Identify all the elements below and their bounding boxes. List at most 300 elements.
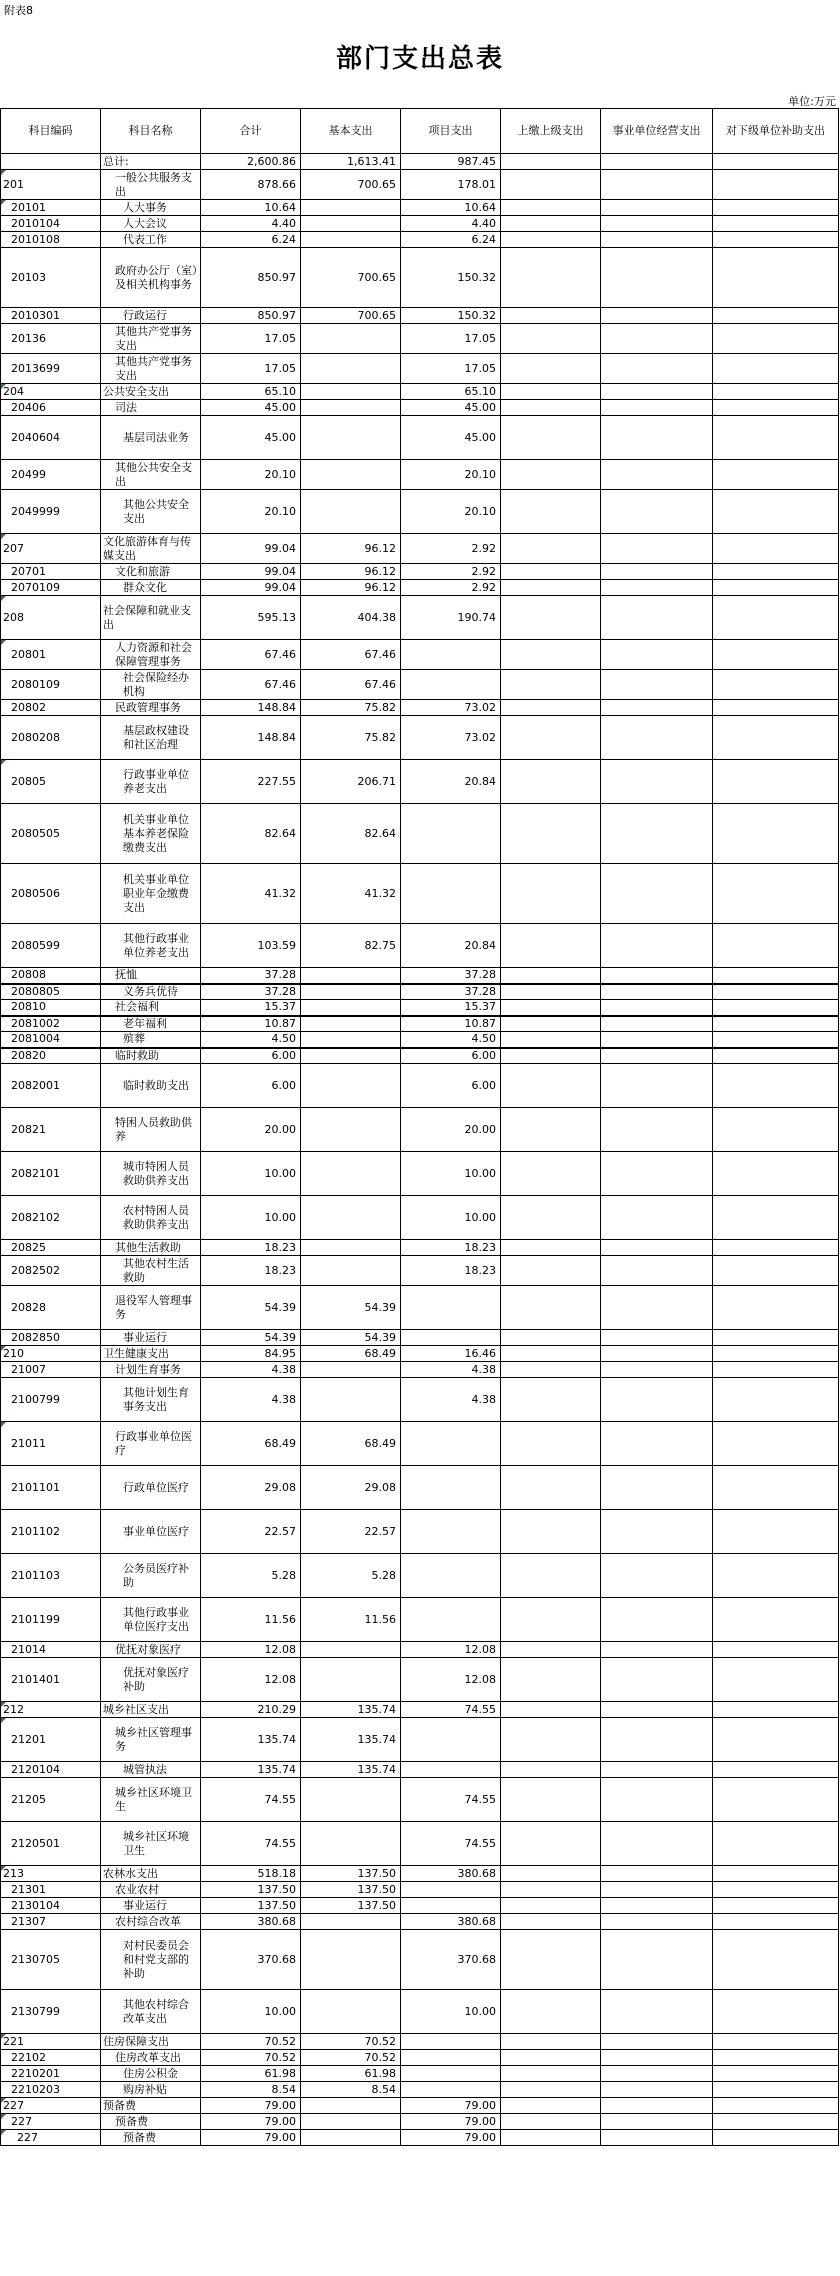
cell-project: 10.87: [401, 1016, 501, 1032]
cell-basic: 1,613.41: [301, 154, 401, 170]
cell-subsidy: [713, 1762, 839, 1778]
table-row: [1, 1346, 839, 1362]
cell-name: 住房公积金: [101, 2066, 201, 2082]
cell-subsidy: [713, 596, 839, 640]
cell-total: 4.38: [201, 1362, 301, 1378]
cell-code: 21307: [1, 1914, 101, 1930]
cell-remit: [501, 1866, 601, 1882]
cell-project: 987.45: [401, 154, 501, 170]
cell-subsidy: [713, 1898, 839, 1914]
cell-remit: [501, 1152, 601, 1196]
cell-operating: [601, 670, 713, 700]
table-row: [1, 1990, 839, 2034]
cell-basic: 70.52: [301, 2034, 401, 2050]
cell-name: 群众文化: [101, 580, 201, 596]
cell-project: 37.28: [401, 968, 501, 984]
cell-remit: [501, 1718, 601, 1762]
cell-operating: [601, 2082, 713, 2098]
cell-name: 事业运行: [101, 1330, 201, 1346]
cell-subsidy: [713, 1914, 839, 1930]
table-row: [1, 2082, 839, 2098]
cell-name: 行政事业单位养老支出: [101, 760, 201, 804]
cell-total: 4.50: [201, 1032, 301, 1048]
cell-project: 4.40: [401, 216, 501, 232]
cell-code: 2040604: [1, 416, 101, 460]
cell-code: 2080109: [1, 670, 101, 700]
cell-remit: [501, 640, 601, 670]
cell-operating: [601, 596, 713, 640]
cell-project: 10.00: [401, 1990, 501, 2034]
cell-basic: [301, 354, 401, 384]
cell-basic: 82.75: [301, 924, 401, 968]
cell-name: 总计:: [101, 154, 201, 170]
cell-name: 一般公共服务支出: [101, 170, 201, 200]
cell-remit: [501, 1032, 601, 1048]
cell-subsidy: [713, 308, 839, 324]
table-row: [1, 354, 839, 384]
table-row: [1, 924, 839, 968]
cell-basic: [301, 490, 401, 534]
cell-project: 380.68: [401, 1914, 501, 1930]
cell-code: 2210201: [1, 2066, 101, 2082]
cell-operating: [601, 400, 713, 416]
cell-name: 公共安全支出: [101, 384, 201, 400]
cell-project: 74.55: [401, 1702, 501, 1718]
cell-name: 城乡社区环境卫生: [101, 1778, 201, 1822]
cell-name: 殡葬: [101, 1032, 201, 1048]
cell-total: 135.74: [201, 1718, 301, 1762]
cell-operating: [601, 1762, 713, 1778]
cell-operating: [601, 1362, 713, 1378]
cell-code: 207: [1, 534, 101, 564]
cell-total: 68.49: [201, 1422, 301, 1466]
cell-operating: [601, 1466, 713, 1510]
cell-project: 45.00: [401, 400, 501, 416]
col-header-remit: 上缴上级支出: [501, 109, 601, 154]
table-body: [1, 154, 839, 2146]
cell-code: 2210203: [1, 2082, 101, 2098]
cell-basic: [301, 232, 401, 248]
col-header-basic: 基本支出: [301, 109, 401, 154]
cell-total: 37.28: [201, 968, 301, 984]
cell-subsidy: [713, 200, 839, 216]
cell-remit: [501, 1240, 601, 1256]
cell-total: 10.00: [201, 1152, 301, 1196]
cell-subsidy: [713, 716, 839, 760]
cell-basic: [301, 1256, 401, 1286]
cell-subsidy: [713, 670, 839, 700]
cell-project: [401, 2066, 501, 2082]
table-row: [1, 1642, 839, 1658]
cell-code: 20103: [1, 248, 101, 308]
cell-total: 10.00: [201, 1196, 301, 1240]
cell-code: 20820: [1, 1048, 101, 1064]
cell-project: [401, 1762, 501, 1778]
cell-subsidy: [713, 1064, 839, 1108]
cell-name: 抚恤: [101, 968, 201, 984]
cell-remit: [501, 1048, 601, 1064]
table-row: [1, 804, 839, 864]
cell-basic: 96.12: [301, 580, 401, 596]
cell-subsidy: [713, 564, 839, 580]
cell-total: 380.68: [201, 1914, 301, 1930]
cell-name: 住房改革支出: [101, 2050, 201, 2066]
cell-code: 21201: [1, 1718, 101, 1762]
cell-code: 20810: [1, 1000, 101, 1016]
table-row: [1, 384, 839, 400]
cell-total: 37.28: [201, 984, 301, 1000]
cell-operating: [601, 1554, 713, 1598]
cell-subsidy: [713, 384, 839, 400]
cell-basic: 137.50: [301, 1882, 401, 1898]
cell-total: 11.56: [201, 1598, 301, 1642]
table-row: [1, 1108, 839, 1152]
cell-subsidy: [713, 1330, 839, 1346]
cell-project: [401, 1466, 501, 1510]
cell-remit: [501, 924, 601, 968]
cell-total: 6.00: [201, 1048, 301, 1064]
cell-subsidy: [713, 2050, 839, 2066]
cell-subsidy: [713, 1196, 839, 1240]
cell-code: 2010301: [1, 308, 101, 324]
table-row: [1, 2066, 839, 2082]
table-row: [1, 1422, 839, 1466]
cell-remit: [501, 354, 601, 384]
cell-project: 20.00: [401, 1108, 501, 1152]
cell-operating: [601, 384, 713, 400]
cell-operating: [601, 1196, 713, 1240]
cell-code: 2080599: [1, 924, 101, 968]
cell-code: 2013699: [1, 354, 101, 384]
col-header-name: 科目名称: [101, 109, 201, 154]
cell-operating: [601, 1346, 713, 1362]
cell-name: 社会保险经办机构: [101, 670, 201, 700]
cell-code: 2080505: [1, 804, 101, 864]
cell-total: 370.68: [201, 1930, 301, 1990]
cell-total: 2,600.86: [201, 154, 301, 170]
cell-name: 机关事业单位基本养老保险缴费支出: [101, 804, 201, 864]
cell-name: 其他共产党事务支出: [101, 324, 201, 354]
cell-subsidy: [713, 1240, 839, 1256]
cell-name: 特困人员救助供养: [101, 1108, 201, 1152]
cell-name: 机关事业单位职业年金缴费支出: [101, 864, 201, 924]
cell-remit: [501, 1108, 601, 1152]
cell-code: 2080805: [1, 984, 101, 1000]
cell-code: 2100799: [1, 1378, 101, 1422]
cell-code: 20802: [1, 700, 101, 716]
cell-basic: 61.98: [301, 2066, 401, 2082]
cell-operating: [601, 1930, 713, 1990]
cell-name: 住房保障支出: [101, 2034, 201, 2050]
cell-basic: 54.39: [301, 1330, 401, 1346]
table-row: [1, 1286, 839, 1330]
cell-code: 2082502: [1, 1256, 101, 1286]
header-row: [1, 109, 839, 154]
table-row: [1, 2114, 839, 2130]
cell-name: 基层司法业务: [101, 416, 201, 460]
cell-name: 退役军人管理事务: [101, 1286, 201, 1330]
cell-remit: [501, 580, 601, 596]
table-row: [1, 864, 839, 924]
cell-code: 21301: [1, 1882, 101, 1898]
cell-basic: [301, 2114, 401, 2130]
cell-basic: 135.74: [301, 1702, 401, 1718]
table-row: [1, 968, 839, 984]
cell-code: 227: [1, 2130, 101, 2146]
table-row: [1, 1064, 839, 1108]
cell-name: 人力资源和社会保障管理事务: [101, 640, 201, 670]
cell-basic: 22.57: [301, 1510, 401, 1554]
cell-operating: [601, 1152, 713, 1196]
cell-total: 18.23: [201, 1240, 301, 1256]
cell-project: 79.00: [401, 2098, 501, 2114]
cell-code: 2130705: [1, 1930, 101, 1990]
cell-subsidy: [713, 490, 839, 534]
cell-subsidy: [713, 1642, 839, 1658]
cell-subsidy: [713, 2130, 839, 2146]
cell-code: 221: [1, 2034, 101, 2050]
cell-project: 10.64: [401, 200, 501, 216]
cell-name: 义务兵优待: [101, 984, 201, 1000]
cell-operating: [601, 1914, 713, 1930]
table-row: [1, 416, 839, 460]
cell-basic: 5.28: [301, 1554, 401, 1598]
cell-total: 878.66: [201, 170, 301, 200]
cell-basic: [301, 200, 401, 216]
cell-operating: [601, 1064, 713, 1108]
cell-project: 150.32: [401, 248, 501, 308]
cell-subsidy: [713, 640, 839, 670]
cell-basic: 8.54: [301, 2082, 401, 2098]
cell-total: 54.39: [201, 1330, 301, 1346]
cell-code: 2080506: [1, 864, 101, 924]
cell-operating: [601, 232, 713, 248]
cell-basic: [301, 1152, 401, 1196]
cell-code: 2082001: [1, 1064, 101, 1108]
cell-operating: [601, 1822, 713, 1866]
cell-total: 74.55: [201, 1822, 301, 1866]
cell-remit: [501, 1378, 601, 1422]
cell-project: 18.23: [401, 1240, 501, 1256]
cell-subsidy: [713, 248, 839, 308]
cell-basic: [301, 1064, 401, 1108]
cell-basic: 67.46: [301, 640, 401, 670]
cell-remit: [501, 1914, 601, 1930]
cell-subsidy: [713, 1048, 839, 1064]
cell-remit: [501, 416, 601, 460]
cell-code: 20101: [1, 200, 101, 216]
cell-basic: [301, 216, 401, 232]
cell-remit: [501, 670, 601, 700]
cell-remit: [501, 216, 601, 232]
cell-basic: 700.65: [301, 170, 401, 200]
cell-operating: [601, 2034, 713, 2050]
cell-subsidy: [713, 460, 839, 490]
cell-name: 行政事业单位医疗: [101, 1422, 201, 1466]
cell-operating: [601, 700, 713, 716]
cell-basic: [301, 1240, 401, 1256]
cell-total: 137.50: [201, 1882, 301, 1898]
cell-total: 84.95: [201, 1346, 301, 1362]
cell-project: 18.23: [401, 1256, 501, 1286]
cell-subsidy: [713, 1554, 839, 1598]
cell-code: 204: [1, 384, 101, 400]
cell-remit: [501, 232, 601, 248]
cell-basic: 67.46: [301, 670, 401, 700]
cell-remit: [501, 1762, 601, 1778]
cell-operating: [601, 1642, 713, 1658]
cell-project: 2.92: [401, 534, 501, 564]
cell-code: 2010108: [1, 232, 101, 248]
cell-total: 850.97: [201, 248, 301, 308]
cell-basic: [301, 1362, 401, 1378]
table-row: [1, 1554, 839, 1598]
cell-remit: [501, 1422, 601, 1466]
cell-operating: [601, 1778, 713, 1822]
table-row: [1, 1598, 839, 1642]
cell-operating: [601, 640, 713, 670]
col-header-subsidy: 对下级单位补助支出: [713, 109, 839, 154]
cell-name: 公务员医疗补助: [101, 1554, 201, 1598]
cell-remit: [501, 308, 601, 324]
table-row: [1, 670, 839, 700]
cell-name: 预备费: [101, 2114, 201, 2130]
cell-operating: [601, 924, 713, 968]
cell-operating: [601, 1718, 713, 1762]
table-row: [1, 1378, 839, 1422]
cell-project: 12.08: [401, 1642, 501, 1658]
cell-remit: [501, 1882, 601, 1898]
cell-total: 45.00: [201, 400, 301, 416]
cell-name: 其他农村综合改革支出: [101, 1990, 201, 2034]
cell-code: 2082850: [1, 1330, 101, 1346]
cell-project: 2.92: [401, 564, 501, 580]
cell-subsidy: [713, 1658, 839, 1702]
cell-total: 22.57: [201, 1510, 301, 1554]
cell-operating: [601, 2130, 713, 2146]
cell-operating: [601, 308, 713, 324]
cell-subsidy: [713, 1286, 839, 1330]
cell-subsidy: [713, 154, 839, 170]
cell-operating: [601, 534, 713, 564]
cell-total: 79.00: [201, 2114, 301, 2130]
cell-project: [401, 804, 501, 864]
cell-basic: 135.74: [301, 1718, 401, 1762]
cell-subsidy: [713, 984, 839, 1000]
cell-project: 6.24: [401, 232, 501, 248]
cell-total: 18.23: [201, 1256, 301, 1286]
table-row: [1, 1882, 839, 1898]
cell-name: 基层政权建设和社区治理: [101, 716, 201, 760]
table-row: [1, 1762, 839, 1778]
cell-project: 4.38: [401, 1378, 501, 1422]
cell-operating: [601, 1378, 713, 1422]
cell-total: 6.24: [201, 232, 301, 248]
cell-project: [401, 1510, 501, 1554]
cell-subsidy: [713, 1346, 839, 1362]
cell-project: 12.08: [401, 1658, 501, 1702]
cell-total: 595.13: [201, 596, 301, 640]
cell-name: 农林水支出: [101, 1866, 201, 1882]
cell-remit: [501, 760, 601, 804]
cell-subsidy: [713, 1930, 839, 1990]
cell-remit: [501, 324, 601, 354]
cell-subsidy: [713, 1362, 839, 1378]
table-row: [1, 248, 839, 308]
cell-code: 2101102: [1, 1510, 101, 1554]
cell-operating: [601, 490, 713, 534]
cell-remit: [501, 700, 601, 716]
cell-subsidy: [713, 864, 839, 924]
cell-total: 10.00: [201, 1990, 301, 2034]
table-row: [1, 580, 839, 596]
cell-remit: [501, 1016, 601, 1032]
cell-project: [401, 1330, 501, 1346]
cell-basic: 68.49: [301, 1346, 401, 1362]
cell-subsidy: [713, 2034, 839, 2050]
cell-code: 227: [1, 2114, 101, 2130]
cell-remit: [501, 1000, 601, 1016]
cell-name: 其他生活救助: [101, 1240, 201, 1256]
table-row: [1, 200, 839, 216]
cell-total: 45.00: [201, 416, 301, 460]
cell-total: 210.29: [201, 1702, 301, 1718]
cell-total: 41.32: [201, 864, 301, 924]
cell-total: 70.52: [201, 2034, 301, 2050]
cell-remit: [501, 1196, 601, 1240]
table-row: [1, 232, 839, 248]
cell-total: 20.10: [201, 490, 301, 534]
cell-basic: 96.12: [301, 564, 401, 580]
cell-name: 老年福利: [101, 1016, 201, 1032]
cell-name: 城乡社区支出: [101, 1702, 201, 1718]
cell-total: 65.10: [201, 384, 301, 400]
cell-project: 2.92: [401, 580, 501, 596]
table-row: [1, 1866, 839, 1882]
cell-basic: [301, 968, 401, 984]
cell-total: 61.98: [201, 2066, 301, 2082]
cell-subsidy: [713, 700, 839, 716]
cell-basic: 700.65: [301, 308, 401, 324]
cell-remit: [501, 1362, 601, 1378]
cell-code: 2081002: [1, 1016, 101, 1032]
cell-operating: [601, 1048, 713, 1064]
cell-operating: [601, 760, 713, 804]
cell-name: 对村民委员会和村党支部的补助: [101, 1930, 201, 1990]
cell-project: [401, 2050, 501, 2066]
cell-project: 20.10: [401, 460, 501, 490]
cell-code: 20828: [1, 1286, 101, 1330]
cell-code: 2101401: [1, 1658, 101, 1702]
table-row: [1, 1362, 839, 1378]
cell-basic: 404.38: [301, 596, 401, 640]
cell-subsidy: [713, 416, 839, 460]
cell-project: 45.00: [401, 416, 501, 460]
cell-remit: [501, 200, 601, 216]
cell-remit: [501, 2034, 601, 2050]
table-row: [1, 1000, 839, 1016]
cell-project: 190.74: [401, 596, 501, 640]
cell-basic: 54.39: [301, 1286, 401, 1330]
cell-name: 文化旅游体育与传媒支出: [101, 534, 201, 564]
cell-subsidy: [713, 1016, 839, 1032]
cell-basic: 206.71: [301, 760, 401, 804]
cell-project: [401, 2082, 501, 2098]
table-row: [1, 1658, 839, 1702]
cell-project: 10.00: [401, 1152, 501, 1196]
table-row: [1, 760, 839, 804]
cell-basic: [301, 324, 401, 354]
